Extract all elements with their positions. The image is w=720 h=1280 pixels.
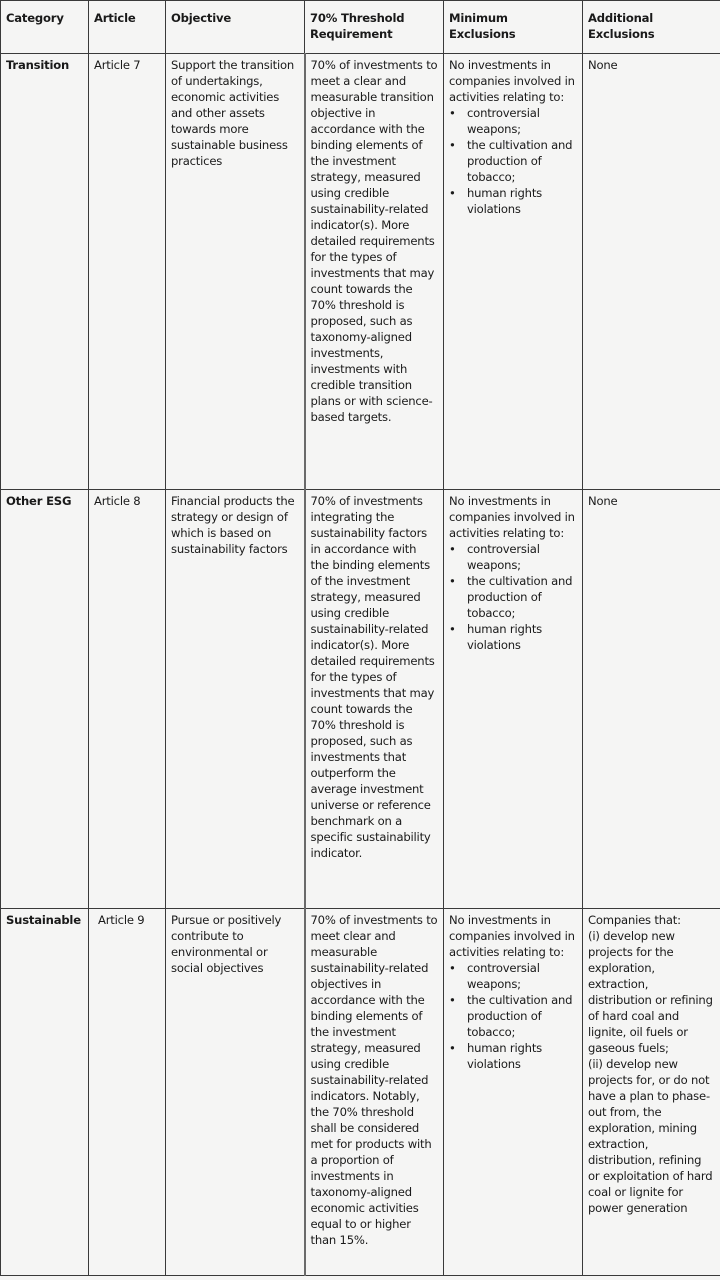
bullet-icon: • [449, 106, 456, 120]
bullet-icon: • [449, 542, 456, 556]
article-cell: Article 8 [89, 490, 166, 909]
additional-exclusion-text: Companies that: [588, 913, 681, 927]
additional-exclusions-cell [583, 490, 720, 909]
exclusion-text: human rights violations [467, 1041, 543, 1071]
exclusions-intro: No investments in companies involved in activities relating to: [449, 913, 575, 959]
exclusions-intro: No investments in companies involved in activities relating to: [449, 58, 575, 104]
exclusions-intro: No investments in companies involved in activities relating to: [449, 494, 575, 540]
exclusion-text: controversial weapons; [467, 542, 540, 572]
article-cell: Article 7 [89, 54, 166, 490]
bullet-icon: • [449, 1041, 456, 1055]
exclusion-item [449, 992, 577, 1040]
header-additional-exclusions: Additional Exclusions [583, 1, 720, 54]
exclusion-text: human rights violations [467, 186, 543, 216]
header-row [1, 1, 720, 54]
threshold-cell: 70% of investments integrating the sustainability factors in accordance with the binding elements of the investment strategy, measured using credible sustainability-related indicator(s). More detailed requirements for the types of investments that may count towards the 70% threshold is proposed, such as investments that outperform the average investment universe or reference benchmark on a specific sustainability indicator. [305, 490, 444, 909]
exclusion-item [449, 137, 577, 185]
minimum-exclusions-cell [444, 490, 583, 909]
exclusion-text: the cultivation and production of tobacco; [467, 574, 573, 620]
additional-exclusions-cell [583, 54, 720, 490]
exclusion-item [449, 541, 577, 573]
article-cell: Article 9 [89, 909, 166, 1276]
additional-exclusion-text: (ii) develop new projects for, or do not have a plan to phase-out from, the exploration, mining extraction, distribution, refining or exploitation of hard coal or lignite for power generation [588, 1057, 713, 1215]
threshold-cell: 70% of investments to meet clear and measurable sustainability-related objectives in accordance with the binding elements of the investment strategy, measured using credible sustainability-related indicators. Notably, the 70% threshold shall be considered met for products with a proportion of investments in taxonomy-aligned economic activities equal to or higher than 15%. [305, 909, 444, 1276]
exclusion-item [449, 621, 577, 653]
exclusion-item [449, 185, 577, 217]
additional-exclusions-cell [583, 909, 720, 1276]
minimum-exclusions-cell [444, 909, 583, 1276]
bullet-icon: • [449, 138, 456, 152]
header-minimum-exclusions: Minimum Exclusions [444, 1, 583, 54]
bullet-icon: • [449, 186, 456, 200]
objective-cell: Support the transition of undertakings, economic activities and other assets towards more sustainable business practices [166, 54, 305, 490]
exclusion-item [449, 1040, 577, 1072]
exclusions-list [449, 960, 577, 1072]
objective-cell: Pursue or positively contribute to environmental or social objectives [166, 909, 305, 1276]
threshold-cell: 70% of investments to meet a clear and measurable transition objective in accordance with the binding elements of the investment strategy, measured using credible sustainability-related indicator(s). More detailed requirements for the types of investments that may count towards the 70% threshold is proposed, such as taxonomy-aligned investments, investments with credible transition plans or with science-based targets. [305, 54, 444, 490]
table-row [1, 909, 720, 1276]
bullet-icon: • [449, 993, 456, 1007]
exclusion-text: controversial weapons; [467, 106, 540, 136]
bullet-icon: • [449, 622, 456, 636]
table-row [1, 54, 720, 490]
table-row [1, 490, 720, 909]
exclusion-text: the cultivation and production of tobacco; [467, 993, 573, 1039]
exclusion-item [449, 573, 577, 621]
category-cell: Other ESG [1, 490, 89, 909]
exclusions-list [449, 541, 577, 653]
exclusion-text: human rights violations [467, 622, 543, 652]
exclusion-text: controversial weapons; [467, 961, 540, 991]
bullet-icon: • [449, 961, 456, 975]
bullet-icon: • [449, 574, 456, 588]
header-article: Article [89, 1, 166, 54]
category-cell: Sustainable [1, 909, 89, 1276]
category-cell: Transition [1, 54, 89, 490]
header-category: Category [1, 1, 89, 54]
additional-exclusion-text: (i) develop new projects for the exploration, extraction, distribution or refining of hard coal and lignite, oil fuels or gaseous fuels; [588, 929, 713, 1055]
exclusion-item [449, 105, 577, 137]
exclusion-text: the cultivation and production of tobacco; [467, 138, 573, 184]
additional-exclusion-text: None [588, 494, 618, 508]
exclusions-list [449, 105, 577, 217]
objective-cell: Financial products the strategy or design of which is based on sustainability factors [166, 490, 305, 909]
additional-exclusion-text: None [588, 58, 618, 72]
header-threshold: 70% Threshold Requirement [305, 1, 444, 54]
header-objective: Objective [166, 1, 305, 54]
minimum-exclusions-cell [444, 54, 583, 490]
exclusion-item [449, 960, 577, 992]
